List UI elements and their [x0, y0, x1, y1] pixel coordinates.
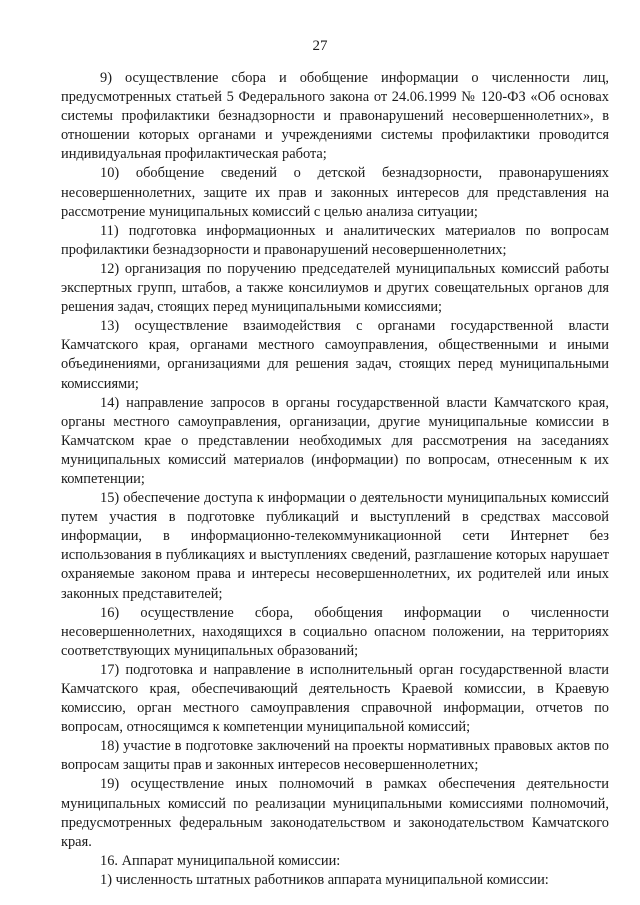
paragraph-item-15: 15) обеспечение доступа к информации о деятельности муниципальных комиссий путем участия в подготовке публикаций и выступлений в средствах массовой информации, в информационно-телекоммуникационной сети Интернет без использования в публикациях и выступлениях сведений, разглашение которых нарушает охраняемые законом права и интересы несовершеннолетних, их родителей или иных законных представителей;	[61, 490, 609, 602]
page-number: 27	[312, 38, 328, 54]
document-body	[61, 69, 609, 890]
paragraph-item-13: 13) осуществление взаимодействия с органами государственной власти Камчатского края, органами местного самоуправления, общественными и иными объединениями, организациями для решения задач, стоящих перед муниципальными комиссиями;	[61, 318, 609, 392]
section-heading-16: 16. Аппарат муниципальной комиссии:	[100, 852, 341, 869]
paragraph-item-18: 18) участие в подготовке заключений на проекты нормативных правовых актов по вопросам защиты прав и законных интересов несовершеннолетних;	[61, 738, 609, 774]
paragraph-item-17: 17) подготовка и направление в исполнительный орган государственной власти Камчатского края, обеспечивающий деятельность Краевой комиссии, в Краевую комиссию, орган местного самоуправления справочной информации, отчетов по вопросам, относящимся к компетенции муниципальной комиссий;	[61, 661, 609, 736]
paragraph-item-12: 12) организация по поручению председателей муниципальных комиссий работы экспертных групп, штабов, а также консилиумов и других совещательных органов для решения задач, стоящих перед муниципальными комиссиями;	[61, 260, 609, 316]
paragraph-item-9: 9) осуществление сбора и обобщение информации о численности лиц, предусмотренных статьей 5 Федерального закона от 24.06.1999 № 120-ФЗ «Об основах системы профилактики безнадзорности и правонарушений несовершеннолетних», в отношении которых органами и учреждениями системы профилактики проводится индивидуальная профилактическая работа;	[61, 70, 609, 163]
paragraph-subitem-1: 1) численность штатных работников аппарата муниципальной комиссии:	[100, 871, 549, 888]
paragraph-item-19: 19) осуществление иных полномочий в рамках обеспечения деятельности муниципальных комиссий по реализации муниципальными комиссиями полномочий, предусмотренных федеральным законодательством и законодательством Камчатского края.	[61, 776, 609, 850]
paragraph-item-16: 16) осуществление сбора, обобщения информации о численности несовершеннолетних, находящихся в социально опасном положении, на территориях соответствующих муниципальных образований;	[61, 604, 609, 659]
paragraph-item-11: 11) подготовка информационных и аналитических материалов по вопросам профилактики безнадзорности и правонарушений несовершеннолетних;	[61, 222, 609, 258]
paragraph-item-14: 14) направление запросов в органы государственной власти Камчатского края, органы местного самоуправления, организации, другие муниципальные комиссии в Камчатском крае о представлении необходимых для рассмотрения на заседаниях муниципальных комиссий материалов (информации) по вопросам, отнесенным к их компетенции;	[61, 394, 609, 487]
paragraph-item-10: 10) обобщение сведений о детской безнадзорности, правонарушениях несовершеннолетних, защите их прав и законных интересов для представления на рассмотрение муниципальных комиссий с целью анализа ситуации;	[61, 165, 609, 220]
